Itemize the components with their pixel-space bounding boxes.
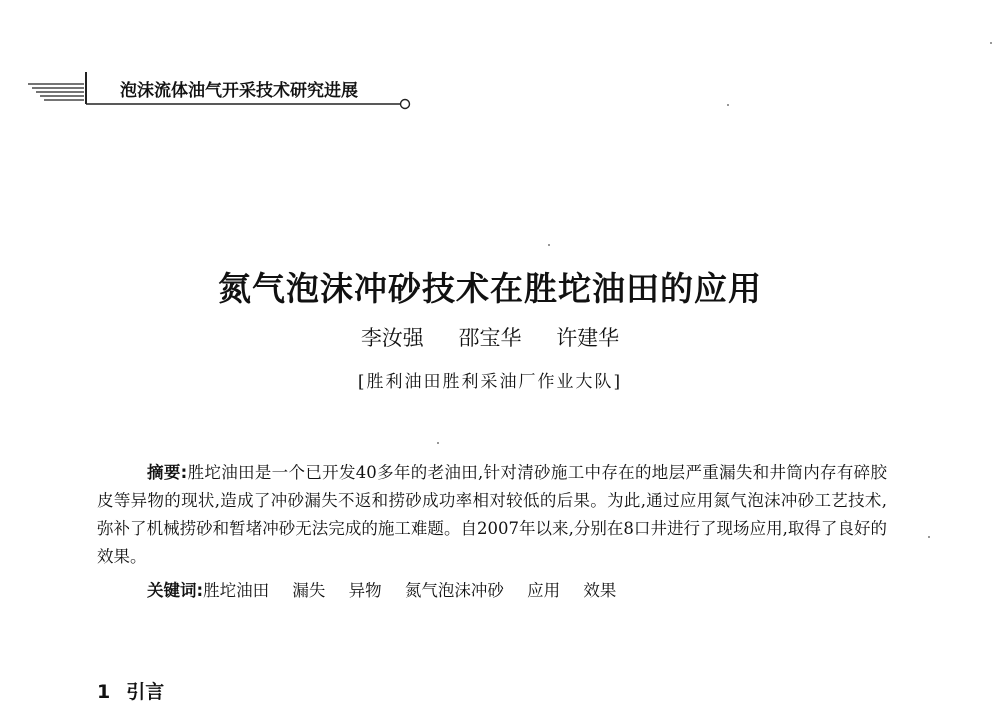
- keyword-5: 应用: [527, 581, 561, 600]
- paper-title: 氮气泡沫冲砂技术在胜坨油田的应用: [218, 269, 762, 308]
- running-title: 泡沫流体油气开采技术研究进展: [120, 81, 358, 101]
- keyword-3: 异物: [348, 581, 382, 600]
- author-1: 李汝强: [360, 326, 424, 350]
- abstract: [97, 459, 887, 571]
- scan-speck: [727, 104, 729, 106]
- abstract-text: 胜坨油田是一个已开发40多年的老油田,针对清砂施工中存在的地层严重漏失和井筒内存有碎胶皮等异物的现状,造成了冲砂漏失不返和捞砂成功率相对较低的后果。为此,通过应用氮气泡沫冲砂工艺技术,弥补了机械捞砂和暂堵冲砂无法完成的施工难题。自2007年以来,分别在8口井进行了现场应用,取得了良好的效果。: [97, 463, 887, 566]
- section-number: 1: [97, 681, 111, 703]
- scan-speck: [928, 536, 930, 538]
- affiliation: [胜利油田胜利采油厂作业大队]: [357, 372, 623, 392]
- author-2: 邵宝华: [458, 326, 522, 350]
- section-heading: [97, 677, 164, 704]
- keyword-2: 漏失: [292, 581, 326, 600]
- section-title: 引言: [126, 681, 165, 703]
- keyword-1: 胜坨油田: [203, 581, 270, 600]
- author-3: 许建华: [556, 326, 620, 350]
- keywords: [147, 577, 634, 601]
- scan-speck: [990, 42, 992, 44]
- author-list: [0, 322, 980, 352]
- scan-speck: [548, 244, 550, 246]
- keyword-4: 氮气泡沫冲砂: [404, 581, 504, 600]
- running-header: [28, 66, 428, 116]
- scan-speck: [437, 442, 439, 444]
- abstract-label: 摘要:: [147, 463, 188, 482]
- keywords-label: 关键词:: [147, 581, 204, 600]
- keyword-6: 效果: [583, 581, 617, 600]
